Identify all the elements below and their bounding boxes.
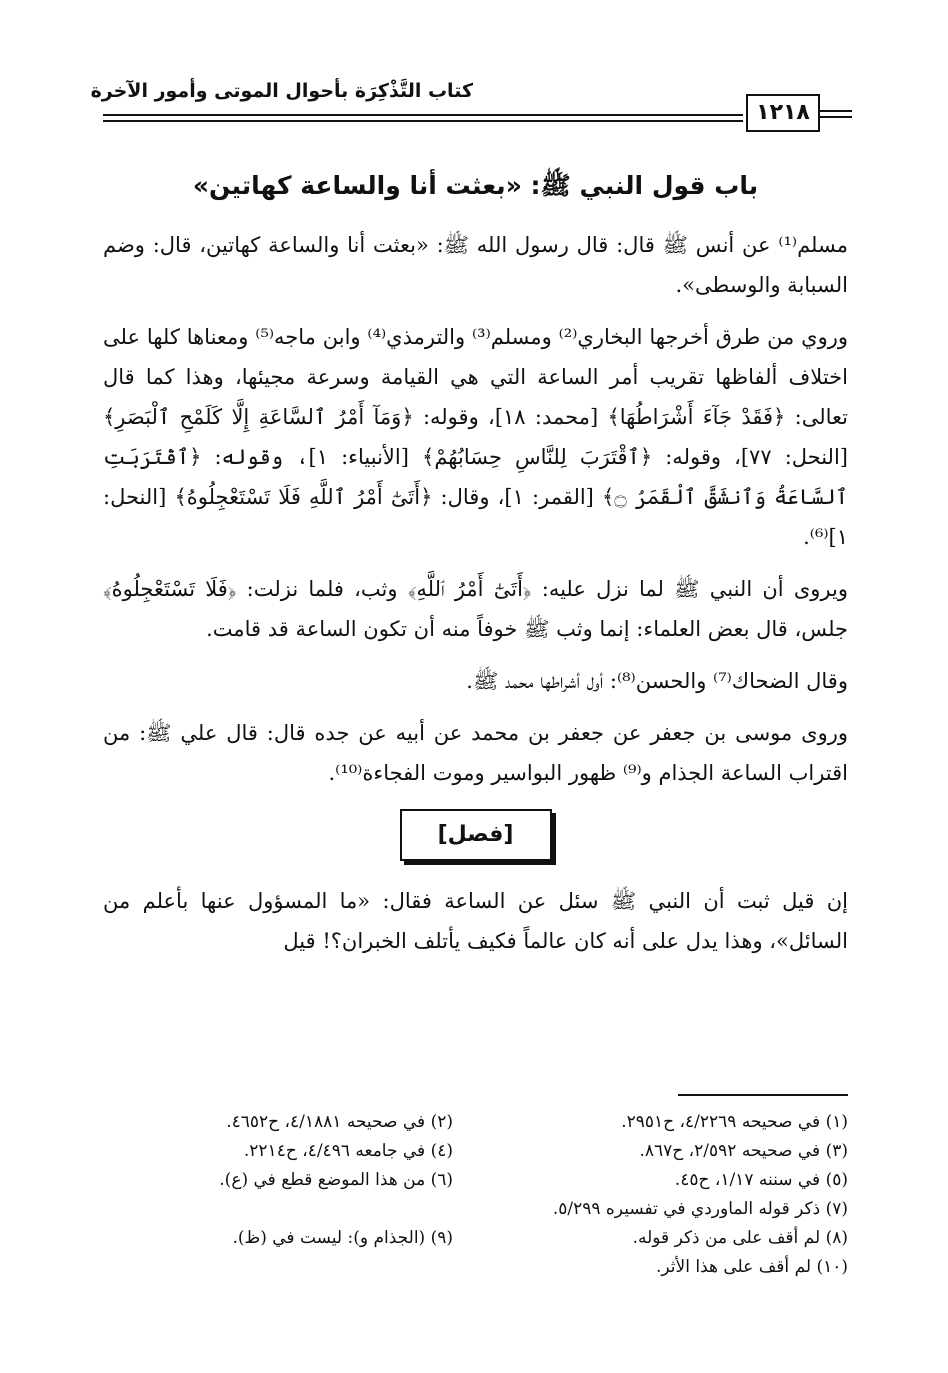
running-title: كتاب التَّذْكِرَة بأحوال الموتى وأمور الآخرة <box>90 80 473 102</box>
footnote-4: (٤) في جامعه ٤/٤٩٦، ح٢٢١٤. <box>243 1141 453 1161</box>
header-rule-double <box>103 120 743 122</box>
paragraph-1: مسلم⁽¹⁾ عن أنس ﷺ قال: قال رسول الله ﷺ: «بعثت أنا والساعة كهاتين، قال: وضم السبابة والوسطى». <box>103 233 848 297</box>
section-heading-fasl: [فصل] <box>400 809 552 861</box>
paragraph-2: وروي من طرق أخرجها البخاري⁽²⁾ ومسلم⁽³⁾ والترمذي⁽⁴⁾ وابن ماجه⁽⁵⁾ ومعناها كلها على اختلاف ألفاظها تقريب أمر الساعة التي هي القيامة وسرعة مجيئها، وهذا كما قال تعالى: ﴿فَقَدْ جَآءَ أَشْرَاطُهَا﴾ [محمد: ١٨]، وقوله: ﴿وَمَآ أَمْرُ ٱلسَّاعَةِ إِلَّا كَلَمْحِ ٱلْبَصَرِ﴾ [النحل: ٧٧]، وقوله: ﴿ٱقْتَرَبَ لِلنَّاسِ حِسَابُهُمْ﴾ [الأنبياء: ١]، وقوله: ﴿ٱقْتَرَبَتِ ٱلسَّاعَةُ وَٱنشَقَّ ٱلْقَمَرُ ۝﴾ [القمر: ١]، وقال: ﴿أَتَىٰٓ أَمْرُ ٱللَّهِ فَلَا تَسْتَعْجِلُوهُ﴾ [النحل: ١]⁽⁶⁾. <box>103 325 849 549</box>
footnote-2: (٢) في صحيحه ٤/١٨٨١، ح٤٦٥٢. <box>226 1112 453 1132</box>
footnote-6: (٦) من هذا الموضع قطع في (ع). <box>219 1170 453 1190</box>
header-rule <box>103 114 743 116</box>
footnote-10: (١٠) لم أقف على هذا الأثر. <box>656 1257 848 1277</box>
footnote-5: (٥) في سننه ١/١٧، ح٤٥. <box>674 1170 848 1190</box>
chapter-title: باب قول النبي ﷺ: «بعثت أنا والساعة كهاتين» <box>192 171 759 200</box>
main-content <box>103 170 848 973</box>
paragraph-3: ويروى أن النبي ﷺ لما نزل عليه: ﴿أَتَىٰٓ أَمْرُ ٱللَّهِ﴾ وثب، فلما نزلت: ﴿فَلَا تَسْتَعْجِلُوهُ﴾ جلس، قال بعض العلماء: إنما وثب ﷺ خوفاً منه أن تكون الساعة قد قامت. <box>103 577 848 641</box>
paragraph-6: إن قيل ثبت أن النبي ﷺ سئل عن الساعة فقال: «ما المسؤول عنها بأعلم من السائل»، وهذا يدل على أنه كان عالماً فكيف يأتلف الخبران؟! قيل <box>103 889 848 953</box>
footnote-1: (١) في صحيحه ٤/٢٢٦٩، ح٢٩٥١. <box>621 1112 848 1132</box>
footnotes-left-column <box>83 1108 453 1253</box>
paragraph-4: وقال الضحاك⁽⁷⁾ والحسن⁽⁸⁾: أول أشراطها محمد ﷺ. <box>466 669 848 693</box>
footnote-separator <box>678 1094 848 1096</box>
footnotes-right-column <box>478 1108 848 1282</box>
header-rule-tail-double <box>818 116 852 118</box>
footnote-gap <box>83 1195 453 1224</box>
paragraph-5: وروى موسى بن جعفر عن جعفر بن محمد عن أبيه عن جده قال: قال علي ﷺ: من اقتراب الساعة الجذام و⁽⁹⁾ ظهور البواسير وموت الفجاءة⁽¹⁰⁾. <box>103 721 848 785</box>
footnote-7: (٧) ذكر قوله الماوردي في تفسيره ٥/٢٩٩. <box>552 1199 848 1219</box>
page-number: ١٢١٨ <box>746 94 820 132</box>
footnote-8: (٨) لم أقف على من ذكر قوله. <box>632 1228 848 1248</box>
section-heading-wrap <box>103 809 848 861</box>
footnote-3: (٣) في صحيحه ٢/٥٩٢، ح٨٦٧. <box>639 1141 848 1161</box>
footnote-9: (٩) (الجذام و): ليست في (ظ). <box>232 1228 453 1248</box>
header-rule-tail <box>818 110 852 112</box>
page-header <box>90 74 853 134</box>
